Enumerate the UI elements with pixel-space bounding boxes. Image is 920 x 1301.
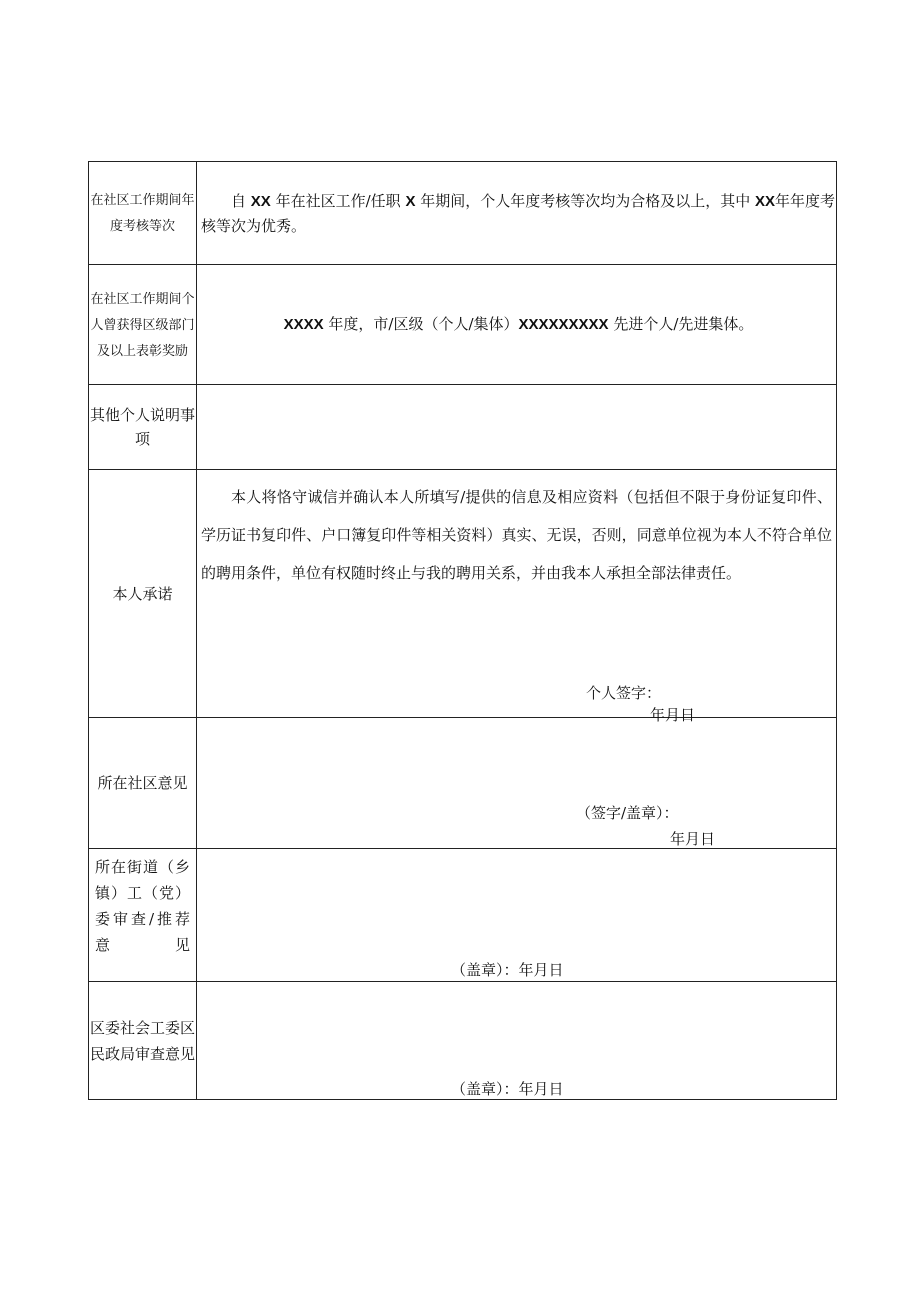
awards-row	[89, 265, 837, 385]
district-row	[89, 982, 837, 1100]
assessment-text-mid2: 年期间，个人年度考核等次均为合格及以上，其中	[420, 191, 751, 210]
promise-label-cell	[89, 470, 197, 718]
community-stamp: （签字/盖章）：	[576, 804, 679, 822]
assessment-label: 在社区工作期间年度考核等次	[90, 193, 195, 234]
assessment-text-pre: 自	[231, 191, 247, 210]
other-content-cell	[197, 385, 837, 470]
assessment-label-cell	[89, 162, 197, 265]
street-stamp-date: （盖章）：年月日	[451, 961, 564, 979]
awards-content-cell	[197, 265, 837, 385]
awards-label: 在社区工作期间个人曾获得区级部门及以上表彰奖励	[90, 291, 195, 359]
awards-year-placeholder: XXXX	[283, 316, 324, 333]
community-label: 所在社区意见	[97, 774, 188, 792]
promise-text: 本人将恪守诚信并确认本人所填写/提供的信息及相应资料（包括但不限于身份证复印件、学历证书复印件、户口簿复印件等相关资料）真实、无误，否则，同意单位视为本人不符合单位的聘用条件，单位有权随时终止与我的聘用关系，并由我本人承担全部法律责任。	[201, 488, 832, 582]
other-label-cell	[89, 385, 197, 470]
awards-text-end: 先进个人/先进集体。	[613, 315, 754, 333]
other-label: 其他个人说明事项	[89, 406, 195, 448]
district-label: 区委社会工委区民政局审查意见	[89, 1018, 195, 1063]
community-content-cell	[197, 718, 837, 849]
assessment-text-end: 年年度考核等次为优秀。	[201, 191, 836, 235]
promise-row	[89, 470, 837, 718]
district-stamp-date: （盖章）：年月日	[451, 1080, 564, 1098]
assessment-x-years: X	[405, 192, 416, 210]
assessment-xx-years: XX	[250, 192, 271, 210]
community-row	[89, 718, 837, 849]
promise-signature: 个人签字：	[586, 684, 662, 702]
assessment-row	[89, 162, 837, 265]
street-label: 所在街道（乡镇）工（党）委审查/推荐意见	[95, 858, 190, 954]
promise-content-cell	[197, 470, 837, 724]
assessment-content-cell	[197, 162, 837, 265]
street-label-cell	[89, 849, 197, 982]
community-label-cell	[89, 718, 197, 849]
promise-label: 本人承诺	[112, 584, 173, 603]
assessment-text-mid1: 年在社区工作/任职	[275, 191, 401, 210]
awards-label-cell	[89, 265, 197, 385]
community-date: 年月日	[670, 830, 716, 848]
assessment-xx-excellent: XX	[755, 192, 776, 210]
awards-text-mid: 年度，市/区级（个人/集体）	[328, 315, 519, 333]
district-label-cell	[89, 982, 197, 1100]
awards-text	[197, 312, 836, 337]
promise-date: 年月日	[650, 706, 696, 724]
other-row	[89, 385, 837, 470]
awards-name-placeholder: XXXXXXXXX	[518, 316, 609, 333]
form-table	[88, 161, 837, 1100]
street-row	[89, 849, 837, 982]
assessment-text	[197, 189, 836, 238]
district-content-cell	[197, 982, 837, 1100]
street-content-cell	[197, 849, 837, 982]
